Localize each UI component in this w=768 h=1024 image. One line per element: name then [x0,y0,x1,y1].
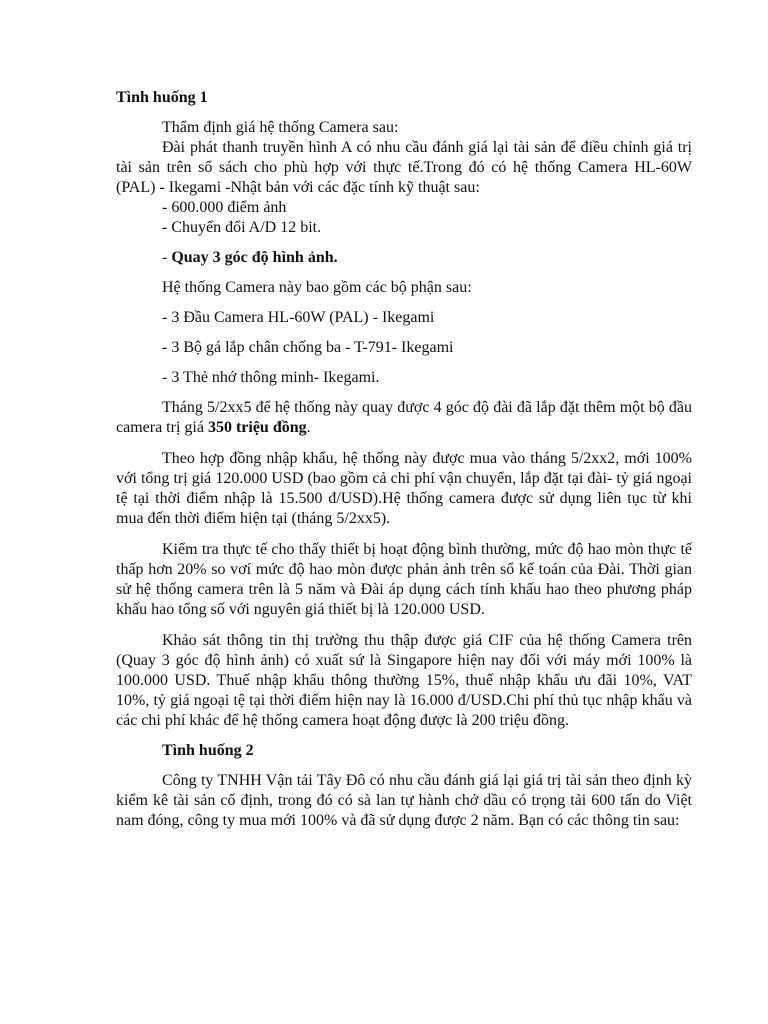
parts-intro: Hệ thống Camera này bao gồm các bộ phận sau: [162,279,472,296]
spec-item-pixels: - 600.000 điểm ảnh [162,199,287,216]
spec-item-ad: - Chuyển đổi A/D 12 bit. [162,219,322,236]
case1-title: Tình huống 1 [116,89,208,106]
document-body [116,88,692,831]
case2-paragraph-1: Công ty TNHH Vận tải Tây Đô có nhu cầu đánh giá lại giá trị tài sản theo định kỳ kiểm kê tài sản cố định, trong đó có sà lan tự hành chở dầu có trọng tải 600 tấn do Việt nam đóng, công ty mua mới 100% và đã sử dụng được 2 năm. Bạn có các thông tin sau: [116,772,692,829]
case1-paragraph-2-bold: 350 triệu đồng [207,419,307,436]
case1-paragraph-1: Đài phát thanh truyền hình A có nhu cầu đánh giá lại tài sản để điều chỉnh giá trị tài sản trên sổ sách cho phù hợp với thực tế.Trong đó có hệ thống Camera HL-60W (PAL) - Ikegami -Nhật bản với các đặc tính kỹ thuật sau: [116,139,692,196]
part-item-camera-head: - 3 Đầu Camera HL-60W (PAL) - Ikegami [162,309,435,326]
spec-item-angles-bold: Quay 3 góc độ hình ảnh. [171,249,338,266]
case2-title: Tình huống 2 [162,742,254,759]
case1-paragraph-2-text: Tháng 5/2xx5 để hệ thống này quay được 4 góc độ đài đã lắp đặt thêm một bộ đầu camera trị giá [116,399,692,436]
part-item-memory-card: - 3 Thẻ nhớ thông minh- Ikegami. [162,369,380,386]
case1-paragraph-4: Kiểm tra thực tế cho thấy thiết bị hoạt động bình thường, mức độ hao mòn thực tế thấp hơn 20% so vơí mức độ hao mòn được phản ảnh trên sổ kế toán của Đài. Thời gian sử hệ thống camera trên là 5 năm và Đài áp dụng cách tính khấu hao theo phương pháp khấu hao tổng số với nguyên giá thiết bị là 120.000 USD. [116,541,692,618]
spec-item-angles-prefix: - [162,249,172,266]
case1-paragraph-5: Khảo sát thông tin thị trường thu thập được giá CIF của hệ thống Camera trên (Quay 3 góc độ hình ảnh) có xuất sứ là Singapore hiện nay đối với máy mới 100% là 100.000 USD. Thuế nhập khẩu thông thường 15%, thuế nhập khẩu ưu đãi 10%, VAT 10%, tỷ giá ngoại tệ tại thời điểm hiện nay là 16.000 đ/USD.Chi phí thủ tục nhập khẩu và các chi phí khác để hệ thống camera hoạt động được là 200 triệu đồng. [116,632,692,729]
spec-item-angles [116,248,692,268]
case1-intro: Thẩm định giá hệ thống Camera sau: [162,119,399,136]
case1-paragraph-3: Theo hợp đồng nhập khẩu, hệ thống này được mua vào tháng 5/2xx2, mới 100% với tổng trị giá 120.000 USD (bao gồm cả chi phí vận chuyển, lắp đặt tại đài- tỷ giá ngoại tệ tại thời điểm nhập là 15.500 đ/USD).Hệ thống camera được sử dụng liên tục từ khi mua đến thời điểm hiện tại (tháng 5/2xx5). [116,450,692,527]
case1-paragraph-2 [116,398,692,438]
case1-paragraph-2-end: . [306,419,311,436]
part-item-tripod: - 3 Bộ gá lắp chân chống ba - T-791- Ikegami [162,339,454,356]
